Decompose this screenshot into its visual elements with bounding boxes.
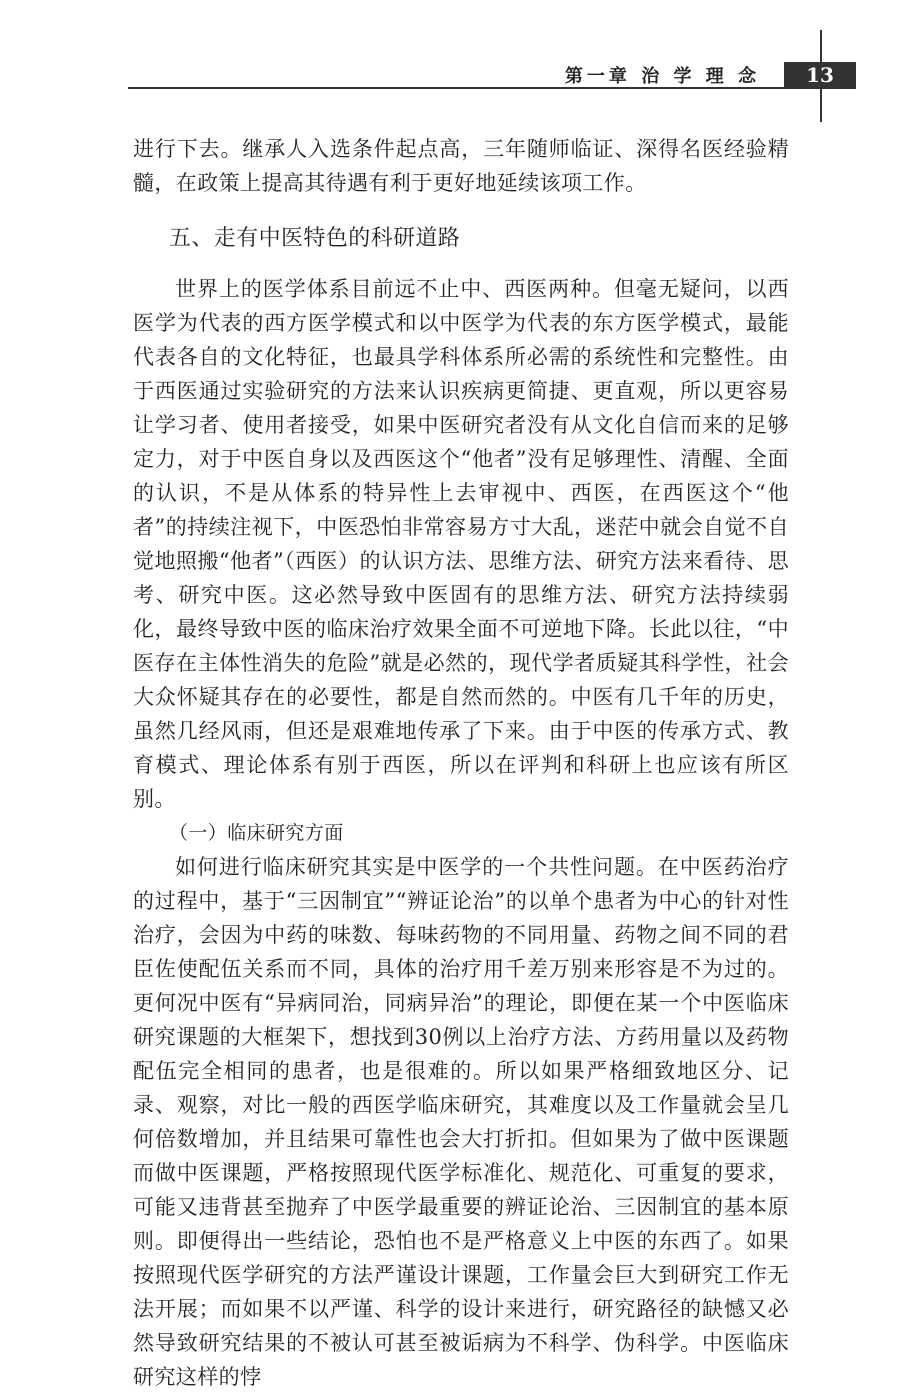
paragraph: 世界上的医学体系目前远不止中、西医两种。但毫无疑问，以西医学为代表的西方医学模式和以中医学为代表的东方医学模式，最能代表各自的文化特征，也最具学科体系所必需的系统性和完整性。由于西医通过实验研究的方法来认识疾病更简捷、更直观，所以更容易让学习者、使用者接受，如果中医研究者没有从文化自信而来的足够定力，对于中医自身以及西医这个“他者”没有足够理性、清醒、全面的认识，不是从体系的特异性上去审视中、西医，在西医这个“他者”的持续注视下，中医恐怕非常容易方寸大乱，迷茫中就会自觉不自觉地照搬“他者”（西医）的认识方法、思维方法、研究方法来看待、思考、研究中医。这必然导致中医固有的思维方法、研究方法持续弱化，最终导致中医的临床治疗效果全面不可逆地下降。长此以往，“中医存在主体性消失的危险”就是必然的，现代学者质疑其科学性，社会大众怀疑其存在的必要性，都是自然而然的。中医有几千年的历史，虽然几经风雨，但还是艰难地传承了下来。由于中医的传承方式、教育模式、理论体系有别于西医，所以在评判和科研上也应该有所区别。 [133,277,789,811]
page-body [133,132,789,1394]
running-head-chapter: 第一章 治 学 理 念 [564,66,760,87]
section-heading: 五、走有中医特色的科研道路 [169,226,461,251]
subsection-heading: （一）临床研究方面 [169,822,344,844]
paragraph: 如何进行临床研究其实是中医学的一个共性问题。在中医药治疗的过程中，基于“三因制宜”“辨证论治”的以单个患者为中心的针对性治疗，会因为中药的味数、每味药物的不同用量、药物之间不同的君臣佐使配伍关系而不同，具体的治疗用千差万别来形容是不为过的。更何况中医有“异病同治，同病异治”的理论，即便在某一个中医临床研究课题的大框架下，想找到30例以上治疗方法、方药用量以及药物配伍完全相同的患者，也是很难的。所以如果严格细致地区分、记录、观察，对比一般的西医学临床研究，其难度以及工作量就会呈几何倍数增加，并且结果可靠性也会大打折扣。但如果为了做中医课题而做中医课题，严格按照现代医学标准化、规范化、可重复的要求，可能又违背甚至抛弃了中医学最重要的辨证论治、三因制宜的基本原则。即便得出一些结论，恐怕也不是严格意义上中医的东西了。如果按照现代医学研究的方法严谨设计课题，工作量会巨大到研究工作无法开展；而如果不以严谨、科学的设计来进行，研究路径的缺憾又必然导致研究结果的不被认可甚至被诟病为不科学、伪科学。中医临床研究这样的悖 [133,855,789,1389]
continued-paragraph: 进行下去。继承人入选条件起点高，三年随师临证、深得名医经验精髓，在政策上提高其待遇有利于更好地延续该项工作。 [133,137,789,195]
page-number: 13 [784,62,856,88]
